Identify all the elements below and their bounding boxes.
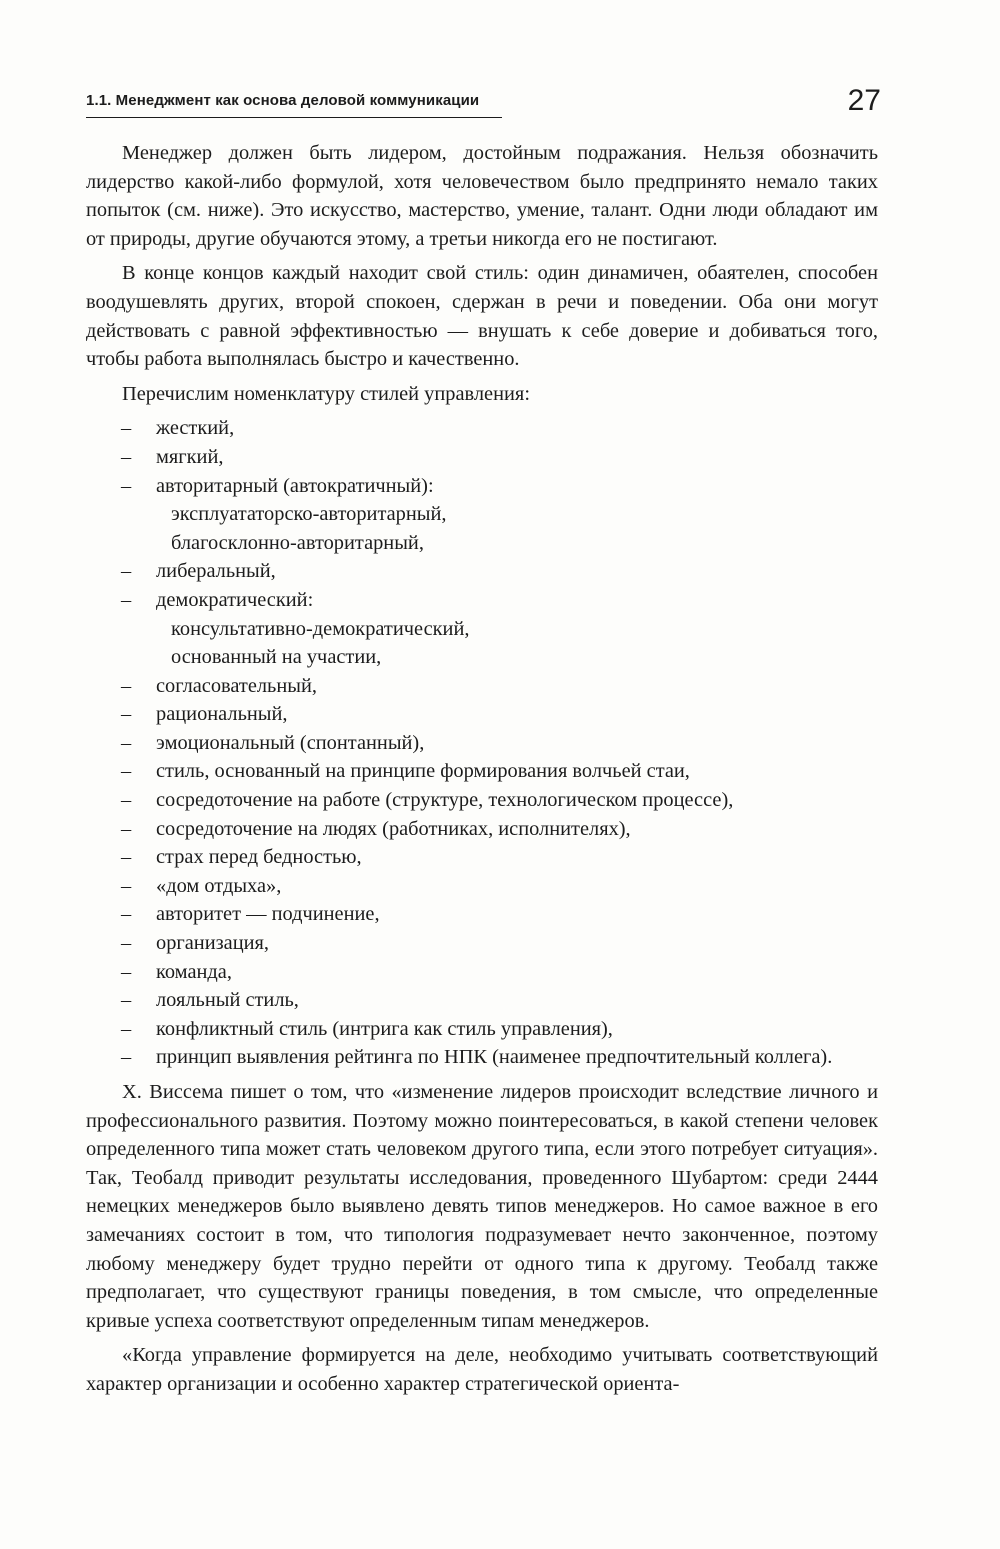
dash-marker: – <box>121 417 132 440</box>
list-intro: Перечислим номенклатуру стилей управления: <box>122 382 530 405</box>
list-subitem: основанный на участии, <box>171 646 382 669</box>
list-item: – команда, <box>86 958 878 987</box>
dash-marker: – <box>121 560 132 583</box>
list-item: – согласовательный, <box>86 672 878 701</box>
list-subitem: консультативно-демократический, <box>171 617 470 640</box>
list-item: – демократический: <box>86 586 878 615</box>
dash-marker: – <box>121 731 132 754</box>
paragraph: «Когда управление формируется на деле, необходимо учитывать соответствующий характер организации и особенно характер стратегической ориента- <box>86 1344 878 1395</box>
list-subitem: эксплуататорско-авторитарный, <box>171 503 447 526</box>
paragraph: Менеджер должен быть лидером, достойным подражания. Нельзя обозначить лидерство какой-либо формулой, хотя человечеством было предпринято немало таких попыток (см. ниже). Это искусство, мастерство, умение, талант. Одни люди обладают им от природы, другие обучаются этому, а третьи никогда его не постигают. <box>86 142 878 250</box>
dash-marker: – <box>121 588 132 611</box>
list-item: – принцип выявления рейтинга по НПК (наименее предпочтительный коллега). <box>86 1043 878 1072</box>
dash-marker: – <box>121 817 132 840</box>
dash-marker: – <box>121 445 132 468</box>
dash-marker: – <box>121 874 132 897</box>
list-item: – жесткий, <box>86 414 878 443</box>
list-item: – организация, <box>86 929 878 958</box>
list-item: – либеральный, <box>86 557 878 586</box>
dash-marker: – <box>121 989 132 1012</box>
list-subitem: благосклонно-авторитарный, <box>171 531 424 554</box>
dash-marker: – <box>121 474 132 497</box>
dash-marker: – <box>121 1017 132 1040</box>
list-item: – сосредоточение на работе (структуре, технологическом процессе), <box>86 786 878 815</box>
list-item: – «дом отдыха», <box>86 872 878 901</box>
management-styles-list <box>86 414 878 1072</box>
running-head <box>86 86 881 126</box>
page-number: 27 <box>847 84 881 117</box>
dash-marker: – <box>121 674 132 697</box>
list-item: – страх перед бедностью, <box>86 843 878 872</box>
dash-marker: – <box>121 960 132 983</box>
list-item: – сосредоточение на людях (работниках, исполнителях), <box>86 815 878 844</box>
dash-marker: – <box>121 846 132 869</box>
dash-marker: – <box>121 789 132 812</box>
dash-marker: – <box>121 760 132 783</box>
dash-marker: – <box>121 903 132 926</box>
list-item: – конфликтный стиль (интрига как стиль управления), <box>86 1015 878 1044</box>
dash-marker: – <box>121 932 132 955</box>
list-item: – эмоциональный (спонтанный), <box>86 729 878 758</box>
list-item: – лояльный стиль, <box>86 986 878 1015</box>
list-item: – авторитет — подчинение, <box>86 900 878 929</box>
list-item: – стиль, основанный на принципе формирования волчьей стаи, <box>86 757 878 786</box>
body-text <box>86 139 878 1405</box>
dash-marker: – <box>121 703 132 726</box>
paragraph: Х. Виссема пишет о том, что «изменение лидеров происходит вследствие личного и профессионального развития. Поэтому можно поинтересоваться, в какой степени человек определенного типа может стать человеком другого типа, если этого потребует ситуация». Так, Теобалд приводит результаты исследования, проведенного Шубартом: среди 2444 немецких менеджеров было выявлено девять типов менеджеров. Но самое важное в его замечаниях состоит в том, что типология подразумевает нечто законченное, поэтому любому менеджеру будет трудно перейти от одного типа к другому. Теобалд также предполагает, что существуют границы поведения, в том смысле, что определенные кривые успеха соответствуют определенным типам менеджеров. <box>86 1081 878 1332</box>
header-rule <box>86 117 502 118</box>
list-item: – авторитарный (автократичный): <box>86 472 878 501</box>
paragraph: В конце концов каждый находит свой стиль: один динамичен, обаятелен, способен воодушевлять других, второй спокоен, сдержан в речи и поведении. Оба они могут действовать с равной эффективностью — внушать к себе доверие и добиваться того, чтобы работа выполнялась быстро и качественно. <box>86 262 878 371</box>
dash-marker: – <box>121 1046 132 1069</box>
list-item: – мягкий, <box>86 443 878 472</box>
list-item: – рациональный, <box>86 700 878 729</box>
section-title: 1.1. Менеджмент как основа деловой коммуникации <box>86 92 480 109</box>
